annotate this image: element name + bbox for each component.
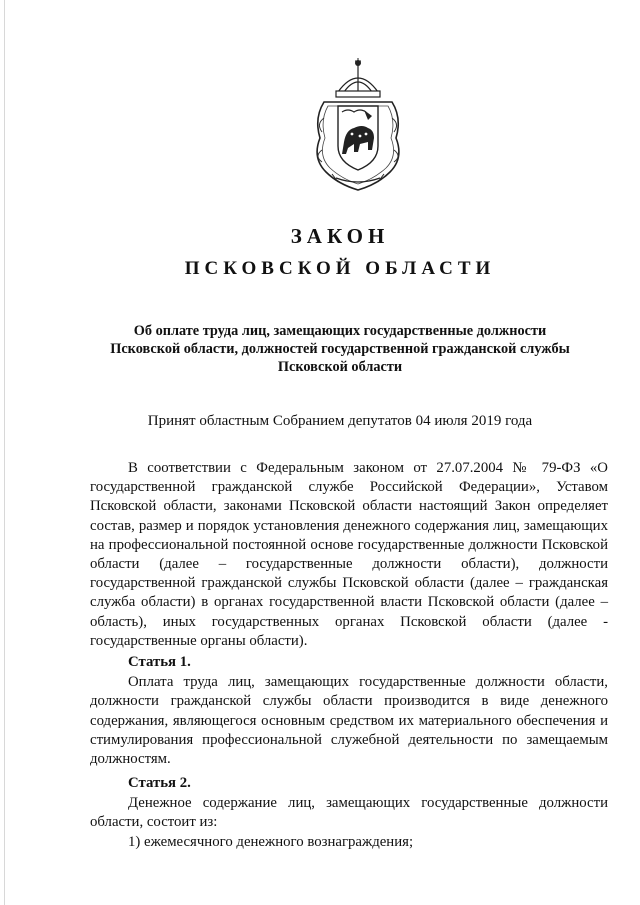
article-1-section [90,653,608,769]
preamble-paragraph: В соответствии с Федеральным законом от 27.07.2004 № 79-ФЗ «О государственной гражданской службе Российской Федерации», Уставом Псковской области, законами Псковской области настоящий Закон определяет состав, размер и порядок установления денежного содержания лиц, замещающих на профессиональной постоянной основе государственные должности Псковской области (далее – государственные должности области), должности государственной гражданской службы Псковской области (далее – гражданская служба области) в органах государственной власти Псковской области (далее – область), иных государственных органах Псковской области (далее - государственные органы области). [90,460,608,649]
article-2-text: Денежное содержание лиц, замещающих государственные должности области, состоит из: [90,795,608,831]
document-type-heading: ЗАКОН [290,224,390,248]
article-2-section [90,774,608,852]
article-1-title: Статья 1. [128,654,191,670]
law-title-line-1: Об оплате труда лиц, замещающих государственные должности [133,323,547,339]
article-1-text: Оплата труда лиц, замещающих государственные должности области, должности гражданской службы области производится в виде денежного содержания, являющегося основным средством их материального обеспечения и стимулирования профессиональной служебной деятельности по замещаемым должностям. [90,674,608,768]
region-heading: ПСКОВСКОЙ ОБЛАСТИ [184,258,496,279]
pskov-coat-of-arms-icon [302,58,414,194]
law-title-line-2: Псковской области, должностей государственной гражданской службы [110,341,570,357]
adoption-date: Принят областным Собранием депутатов 04 июля 2019 года [147,413,533,429]
preamble-section [90,459,608,651]
article-2-item-1: 1) ежемесячного денежного вознаграждения; [128,833,414,850]
law-title-line-3: Псковской области [277,359,403,375]
law-title [0,322,640,376]
article-2-title: Статья 2. [128,775,191,791]
scan-edge-line [4,0,5,905]
